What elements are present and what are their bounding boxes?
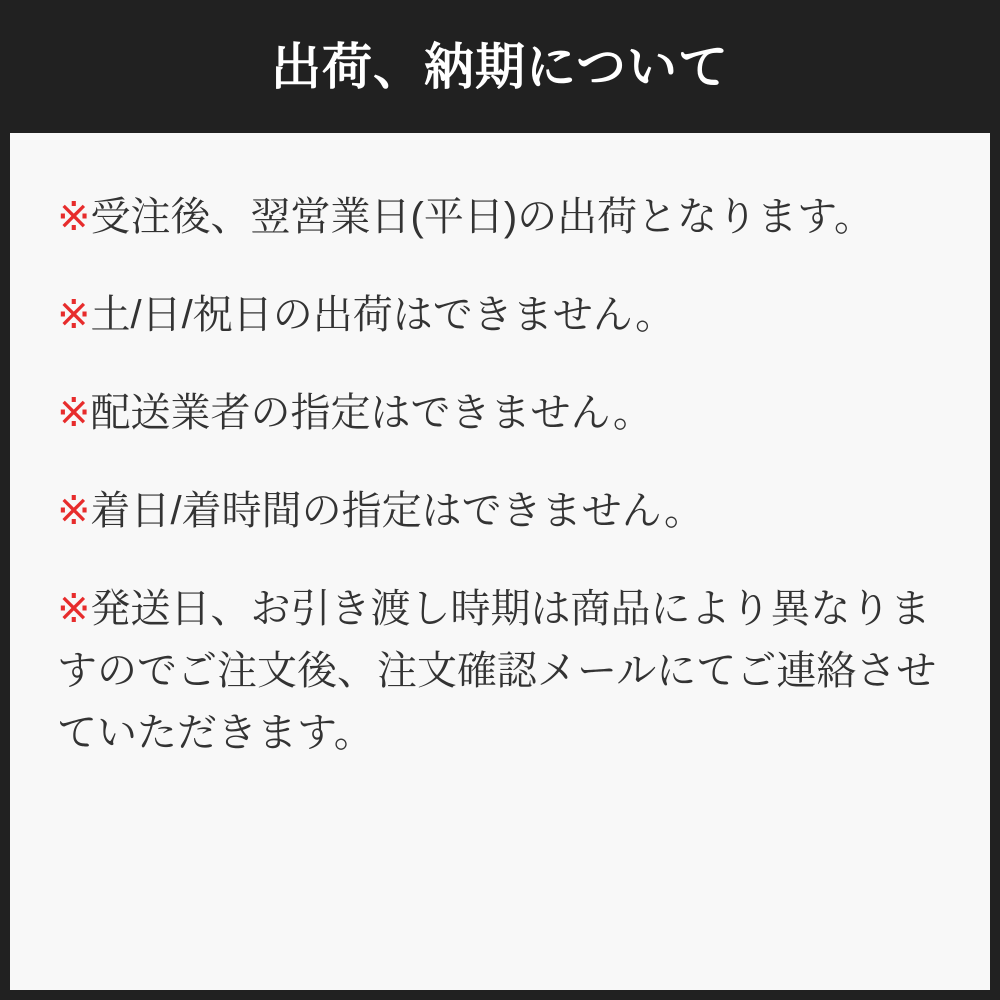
note-item	[57, 382, 942, 444]
note-item	[57, 186, 942, 248]
reference-mark: ※	[57, 391, 91, 435]
reference-mark: ※	[57, 293, 91, 337]
reference-mark: ※	[57, 195, 91, 239]
page-title: 出荷、納期について	[271, 38, 729, 95]
notes-list	[57, 186, 942, 764]
note-item	[57, 578, 942, 764]
reference-mark: ※	[57, 587, 91, 631]
note-text: 着日/着時間の指定はできません。	[90, 489, 705, 533]
note-text: 土/日/祝日の出荷はできません。	[90, 293, 676, 337]
reference-mark: ※	[57, 489, 91, 533]
note-item	[57, 284, 942, 346]
note-text: 配送業者の指定はできません。	[90, 391, 653, 435]
note-item	[57, 480, 942, 542]
note-text: 発送日、お引き渡し時期は商品により異なりますのでご注文後、注文確認メールにてご連絡させていただきます。	[57, 587, 937, 755]
header-banner	[0, 0, 1000, 133]
content-panel	[10, 133, 990, 990]
note-text: 受注後、翌営業日(平日)の出荷となります。	[90, 195, 874, 239]
